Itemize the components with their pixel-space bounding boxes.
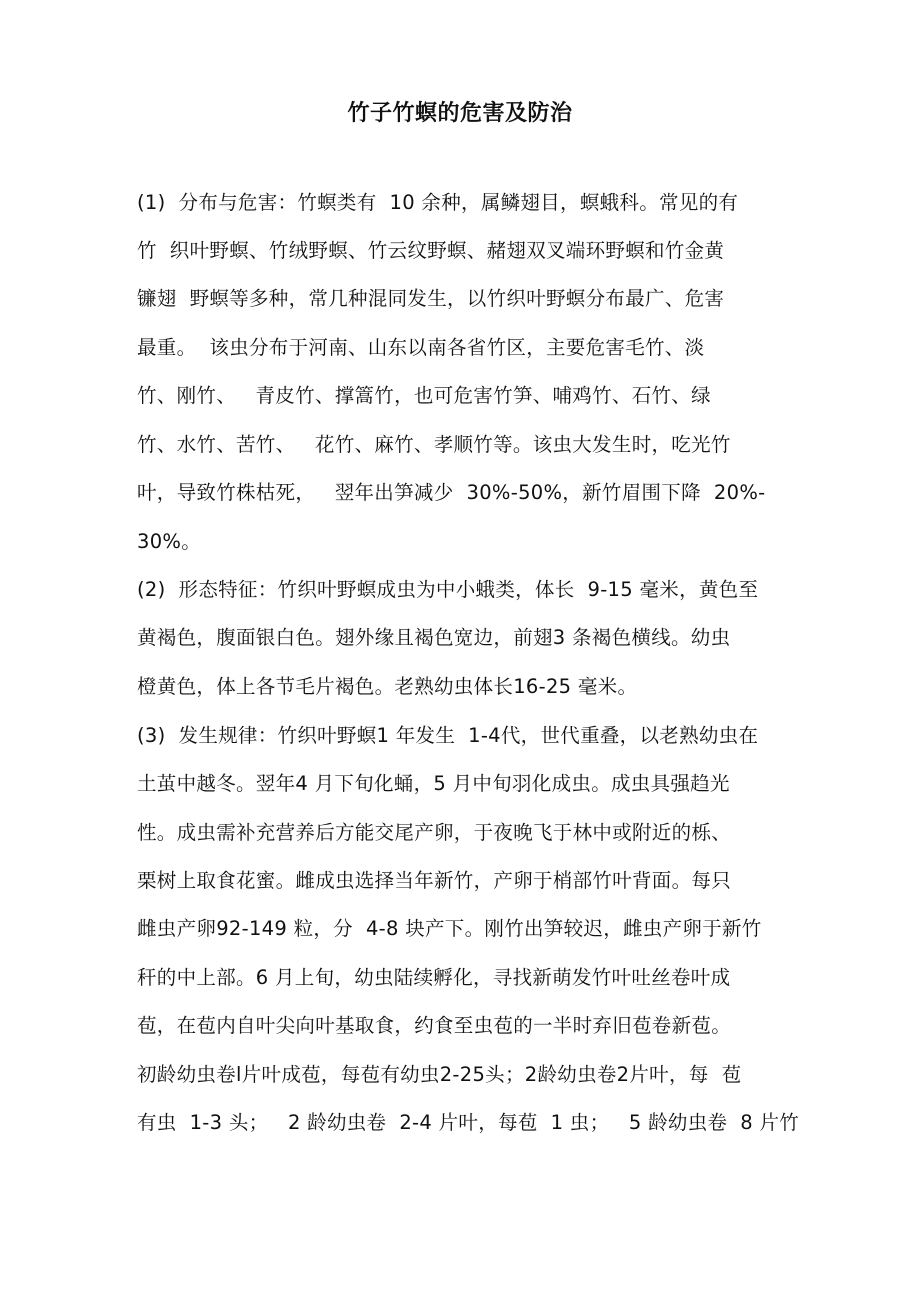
body-line: 有虫 1-3 头； 2 龄幼虫卷 2-4 片叶，每苞 1 虫； 5 龄幼虫卷 8 片竹: [137, 1111, 800, 1134]
body-line: 叶，导致竹株枯死， 翌年出笋减少 30%-50%，新竹眉围下降 20%-: [137, 481, 766, 504]
body-line: 黄褐色，腹面银白色。翅外缘且褐色宽边，前翅3 条褐色横线。幼虫: [137, 626, 731, 649]
body-line: 性。成虫需补充营养后方能交尾产卵，于夜晚飞于林中或附近的栎、: [137, 821, 732, 844]
body-line: 最重。 该虫分布于河南、山东以南各省竹区，主要危害毛竹、淡: [137, 336, 705, 359]
body-line: 镰翅 野螟等多种，常几种混同发生，以竹织叶野螟分布最广、危害: [137, 287, 725, 310]
document-title: 竹子竹螟的危害及防治: [347, 101, 573, 126]
body-line: 竹、水竹、苦竹、 花竹、麻竹、孝顺竹等。该虫大发生时，吃光竹: [137, 433, 731, 456]
body-line: 橙黄色，体上各节毛片褐色。老熟幼虫体长16-25 毫米。: [137, 675, 638, 698]
body-line: (3) 发生规律：竹织叶野螟1 年发生 1-4代，世代重叠，以老熟幼虫在: [137, 724, 759, 747]
body-line: 竹 织叶野螟、竹绒野螟、竹云纹野螟、赭翅双叉端环野螟和竹金黄: [137, 239, 725, 262]
body-line: (1) 分布与危害：竹螟类有 10 余种，属鳞翅目，螟蛾科。常见的有: [137, 191, 739, 214]
body-line: 初龄幼虫卷l片叶成苞，每苞有幼虫2-25头；2龄幼虫卷2片叶，每 苞: [137, 1063, 742, 1086]
body-line: 竹、刚竹、 青皮竹、撑篙竹，也可危害竹笋、哺鸡竹、石竹、绿: [137, 384, 711, 407]
body-line: 土茧中越冬。翌年4 月下旬化蛹，5 月中旬羽化成虫。成虫具强趋光: [137, 772, 730, 795]
body-line: 苞，在苞内自叶尖向叶基取食，约食至虫苞的一半时弃旧苞卷新苞。: [137, 1014, 732, 1037]
body-line: 雌虫产卵92-149 粒，分 4-8 块产下。刚竹出笋较迟，雌虫产卵于新竹: [137, 917, 762, 940]
body-line: (2) 形态特征：竹织叶野螟成虫为中小蛾类，体长 9-15 毫米，黄色至: [137, 578, 759, 601]
body-line: 秆的中上部。6 月上旬，幼虫陆续孵化，寻找新萌发竹叶吐丝卷叶成: [137, 966, 731, 989]
body-line: 30%。: [137, 530, 202, 553]
body-line: 栗树上取食花蜜。雌成虫选择当年新竹，产卵于梢部竹叶背面。每只: [137, 869, 732, 892]
